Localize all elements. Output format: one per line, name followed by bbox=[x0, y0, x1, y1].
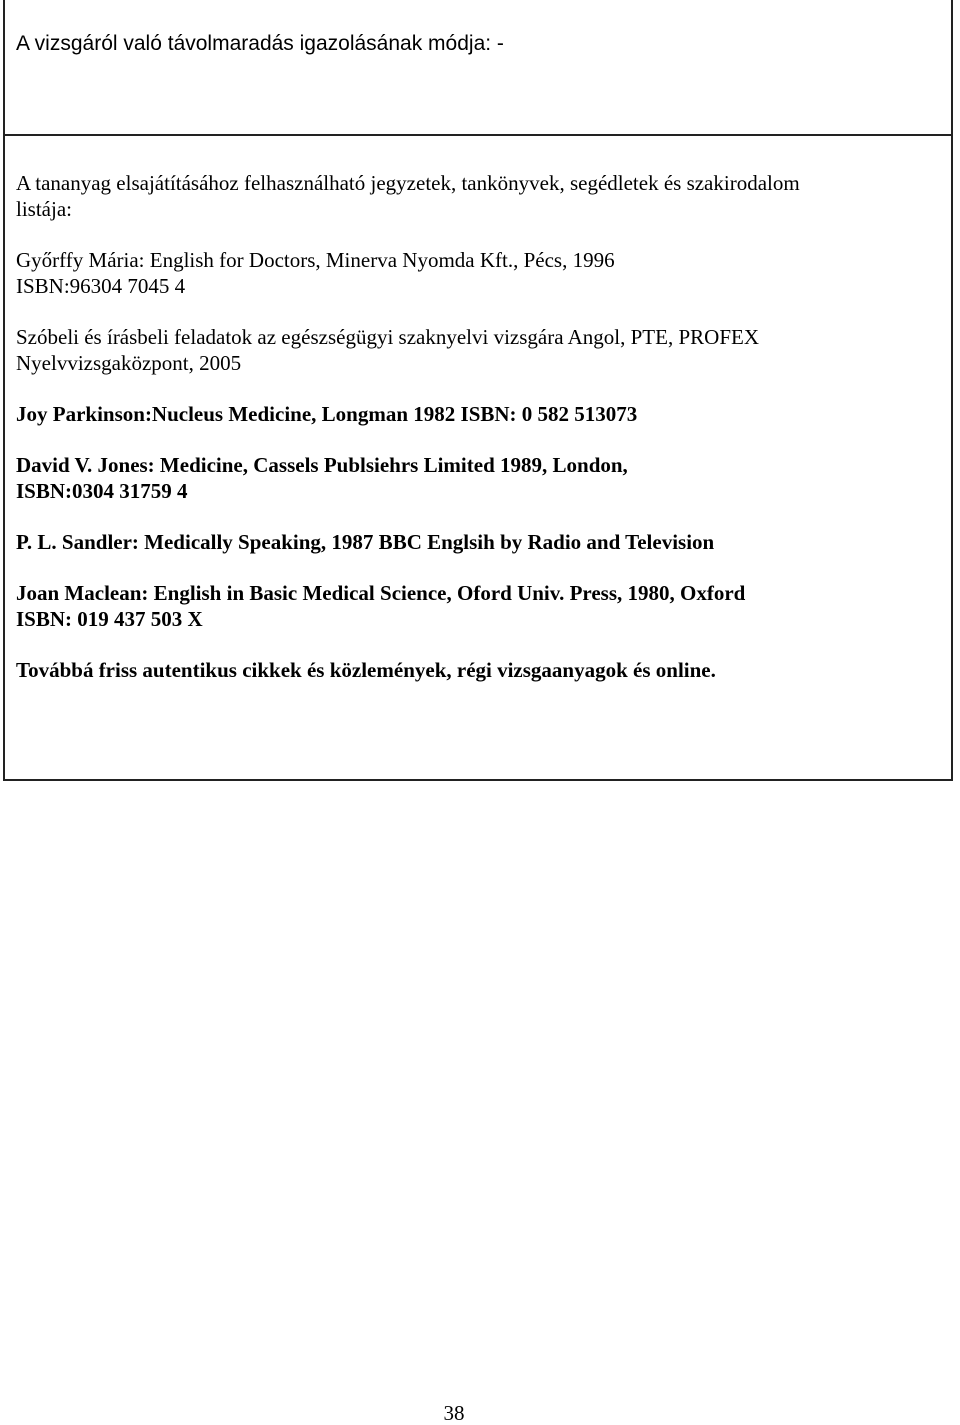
materials-heading-line: listája: bbox=[16, 197, 72, 221]
absence-text: A vizsgáról való távolmaradás igazolásának módja: - bbox=[16, 32, 504, 55]
reference-line: ISBN:96304 7045 4 bbox=[16, 274, 186, 298]
reference-line: P. L. Sandler: Medically Speaking, 1987 BBC Englsih by Radio and Television bbox=[16, 530, 715, 554]
reference-maclean bbox=[16, 580, 931, 632]
materials-row bbox=[5, 136, 951, 779]
materials-heading-line: A tananyag elsajátításához felhasználható jegyzetek, tankönyvek, segédletek és szakirodalom bbox=[16, 171, 800, 195]
reference-jones bbox=[16, 452, 931, 504]
materials-heading bbox=[16, 170, 931, 222]
reference-line: David V. Jones: Medicine, Cassels Publsiehrs Limited 1989, London, bbox=[16, 453, 628, 477]
reference-profex bbox=[16, 324, 931, 376]
reference-line: Továbbá friss autentikus cikkek és közlemények, régi vizsgaanyagok és online. bbox=[16, 658, 716, 682]
reference-line: Joy Parkinson:Nucleus Medicine, Longman 1982 ISBN: 0 582 513073 bbox=[16, 402, 638, 426]
reference-parkinson bbox=[16, 401, 931, 427]
page-number: 38 bbox=[443, 1401, 465, 1425]
reference-line: Nyelvvizsgaközpont, 2005 bbox=[16, 351, 242, 375]
reference-gyorffy bbox=[16, 247, 931, 299]
reference-line: Joan Maclean: English in Basic Medical Science, Oford Univ. Press, 1980, Oxford bbox=[16, 581, 746, 605]
reference-line: ISBN: 019 437 503 X bbox=[16, 607, 203, 631]
reference-online bbox=[16, 657, 931, 683]
requirements-table bbox=[3, 0, 953, 781]
absence-row bbox=[5, 0, 951, 136]
reference-sandler bbox=[16, 529, 931, 555]
reference-line: ISBN:0304 31759 4 bbox=[16, 479, 188, 503]
reference-line: Győrffy Mária: English for Doctors, Minerva Nyomda Kft., Pécs, 1996 bbox=[16, 248, 615, 272]
reference-line: Szóbeli és írásbeli feladatok az egészségügyi szaknyelvi vizsgára Angol, PTE, PROFEX bbox=[16, 325, 759, 349]
